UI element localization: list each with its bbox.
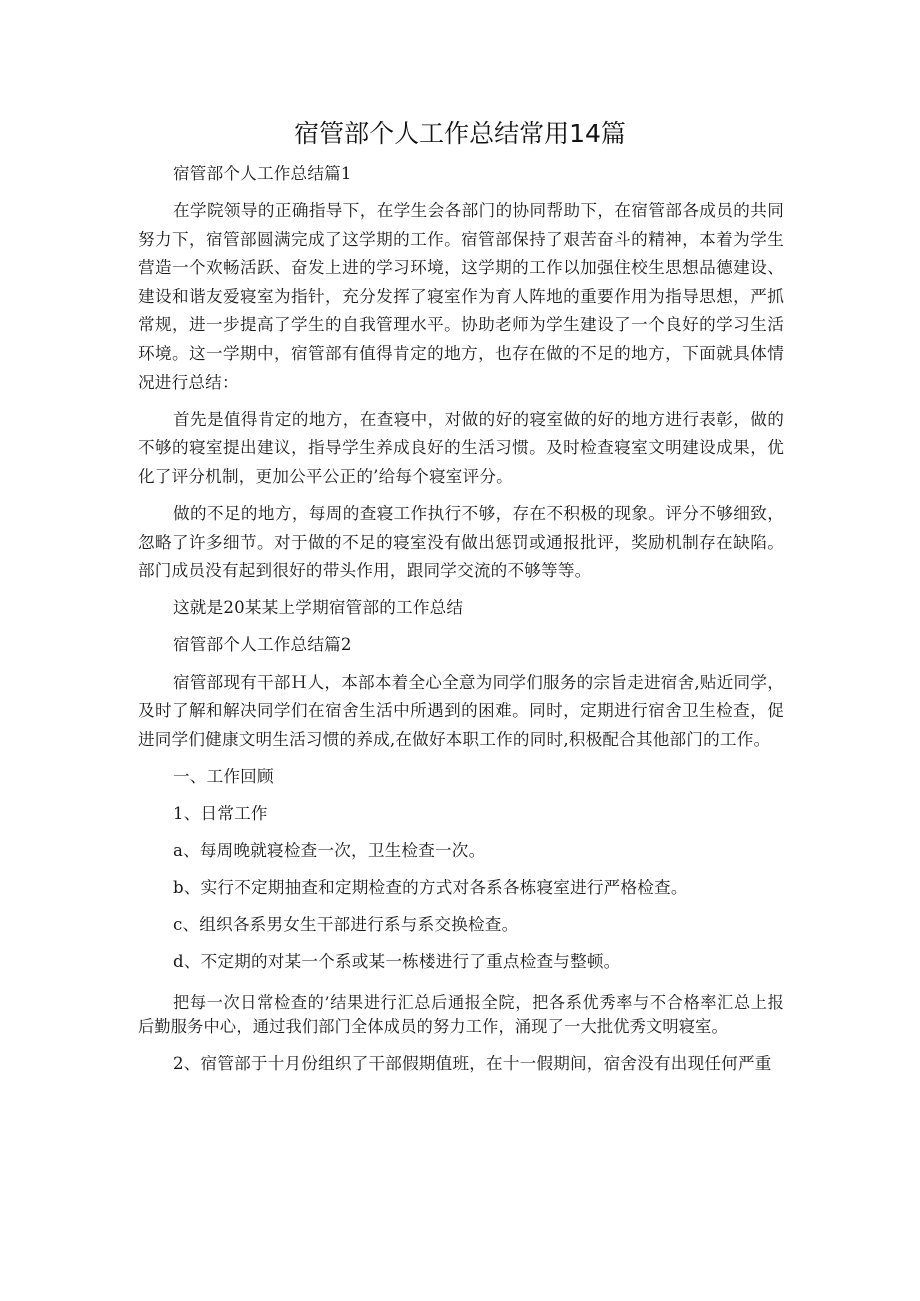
paragraph: 做的不足的地方，每周的查寝工作执行不够，存在不积极的现象。评分不够细致，忽略了许多细节。对于做的不足的寝室没有做出惩罚或通报批评，奖励机制存在缺陷。部门成员没有起到很好的带头作用，跟同学交流的不够等等。 (138, 504, 784, 581)
list-item: c、组织各系男女生干部进行系与系交换检查。 (173, 915, 519, 935)
paragraph: 首先是值得肯定的地方，在查寝中，对做的好的寝室做的好的地方进行表彰，做的不够的寝室提出建议，指导学生养成良好的生活习惯。及时检查寝室文明建设成果，优化了评分机制，更加公平公正的’给每个寝室评分。 (138, 409, 784, 486)
summary-line: 这就是20某某上学期宿管部的工作总结 (173, 598, 464, 618)
paragraph: 宿管部现有干部Ｈ人，本部本着全心全意为同学们服务的宗旨走进宿舍,贴近同学，及时了解和解决同学们在宿舍生活中所遇到的困难。同时，定期进行宿舍卫生检查，促进同学们健康文明生活习惯的养成,在做好本职工作的同时,积极配合其他部门的工作。 (138, 672, 784, 749)
list-item: d、不定期的对某一个系或某一栋楼进行了重点检查与整顿。 (173, 952, 621, 972)
section-heading-1: 宿管部个人工作总结篇1 (173, 164, 352, 183)
list-heading: 一、工作回顾 (173, 766, 274, 786)
paragraph: 把每一次日常检查的’结果进行汇总后通报全院，把各系优秀率与不合格率汇总上报后勤服务中心，通过我们部门全体成员的努力工作，涌现了一大批优秀文明寝室。 (138, 992, 784, 1037)
list-item: b、实行不定期抽查和定期检查的方式对各系各栋寝室进行严格检查。 (173, 878, 688, 898)
document-body (138, 160, 784, 1087)
list-item: a、每周晚就寝检查一次，卫生检查一次。 (173, 840, 486, 860)
paragraph: 在学院领导的正确指导下，在学生会各部门的协同帮助下，在宿管部各成员的共同努力下，宿管部圆满完成了这学期的工作。宿管部保持了艰苦奋斗的精神，本着为学生营造一个欢畅活跃、奋发上进的学习环境，这学期的工作以加强住校生思想品德建设、建设和谐友爱寝室为指针，充分发挥了寝室作为育人阵地的重要作用为指导思想，严抓常规，进一步提高了学生的自我管理水平。协助老师为学生建设了一个良好的学习生活环境。这一学期中，宿管部有值得肯定的地方，也存在做的不足的地方，下面就具体情况进行总结： (138, 201, 784, 392)
document-title: 宿管部个人工作总结常用14篇 (294, 119, 626, 148)
section-heading-2: 宿管部个人工作总结篇2 (173, 635, 352, 655)
list-subheading: 1、日常工作 (173, 803, 268, 823)
paragraph: 2、宿管部于十月份组织了干部假期值班，在十一假期间，宿舍没有出现任何严重 (173, 1053, 772, 1073)
